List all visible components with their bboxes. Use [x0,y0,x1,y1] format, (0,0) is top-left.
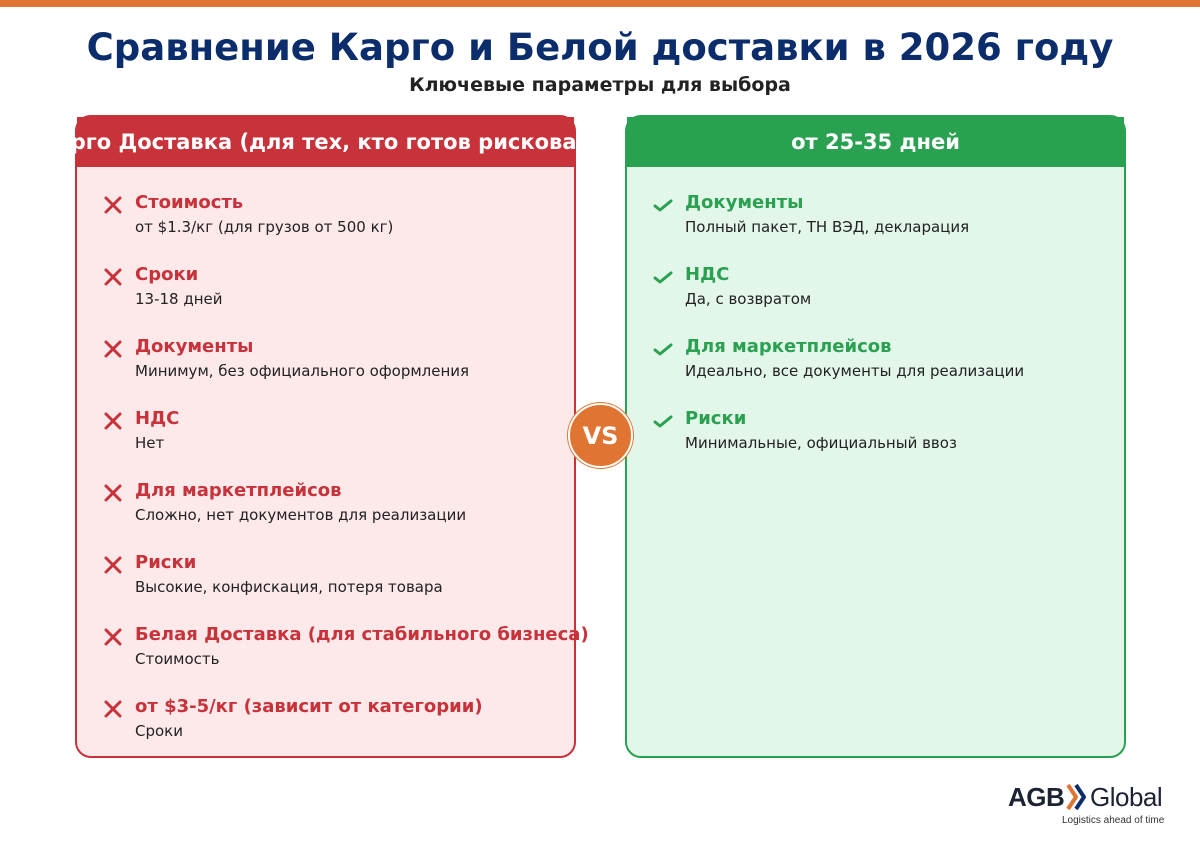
top-accent-bar [0,0,1200,7]
cross-icon [103,195,123,215]
list-item [627,263,1124,335]
item-desc: Сроки [135,722,183,740]
list-item [77,191,574,263]
logo-name-bold: AGB [1008,782,1065,812]
cross-icon [103,267,123,287]
list-item [77,407,574,479]
list-item [77,695,574,767]
chevron-right-icon [1066,783,1088,811]
item-desc: Высокие, конфискация, потеря товара [135,578,443,596]
item-desc: Полный пакет, ТН ВЭД, декларация [685,218,970,236]
logo-tagline: Logistics ahead of time [1062,815,1165,826]
white-panel-title: от 25-35 дней [791,130,960,154]
list-item [77,479,574,551]
item-label: Риски [135,552,197,573]
item-label: Документы [685,192,804,213]
cross-icon [103,555,123,575]
list-item [627,191,1124,263]
list-item [627,407,1124,479]
list-item [77,263,574,335]
cargo-items-list [77,191,589,767]
item-label: Для маркетплейсов [685,336,892,357]
cargo-panel-header [39,117,612,167]
white-delivery-panel [625,115,1126,758]
check-icon [653,339,673,359]
list-item [77,623,589,695]
item-desc: 13-18 дней [135,290,223,308]
item-desc: Да, с возвратом [685,290,812,308]
agb-global-logo [1008,782,1178,830]
item-label: НДС [135,408,180,429]
list-item [627,335,1124,407]
cross-icon [103,411,123,431]
check-icon [653,267,673,287]
white-items-list [627,191,1124,479]
item-desc: от $1.3/кг (для грузов от 500 кг) [135,218,394,236]
item-label: Стоимость [135,192,244,213]
cross-icon [103,699,123,719]
item-label: Риски [685,408,747,429]
cross-icon [103,339,123,359]
vs-label: VS [582,421,619,450]
check-icon [653,195,673,215]
page-subtitle: Ключевые параметры для выбора [409,74,791,96]
page-title: Сравнение Карго и Белой доставки в 2026 году [86,26,1114,69]
item-label: Документы [135,336,254,357]
item-label: Сроки [135,264,199,285]
item-desc: Идеально, все документы для реализации [685,362,1025,380]
item-desc: Нет [135,434,165,452]
list-item [77,335,574,407]
white-panel-header [627,117,1124,167]
item-label: от $3-5/кг (зависит от категории) [135,696,483,717]
item-desc: Минимум, без официального оформления [135,362,470,380]
item-desc: Стоимость [135,650,220,668]
item-desc: Минимальные, официальный ввоз [685,434,957,452]
logo-name-light: Global [1090,782,1163,812]
list-item [77,551,574,623]
item-label: Для маркетплейсов [135,480,342,501]
cargo-panel-title: Карго Доставка (для тех, кто готов рисковать) [39,130,612,154]
vs-badge [568,403,633,468]
cross-icon [103,627,123,647]
item-label: НДС [685,264,730,285]
item-label: Белая Доставка (для стабильного бизнеса) [135,624,589,645]
check-icon [653,411,673,431]
cross-icon [103,483,123,503]
item-desc: Сложно, нет документов для реализации [135,506,467,524]
